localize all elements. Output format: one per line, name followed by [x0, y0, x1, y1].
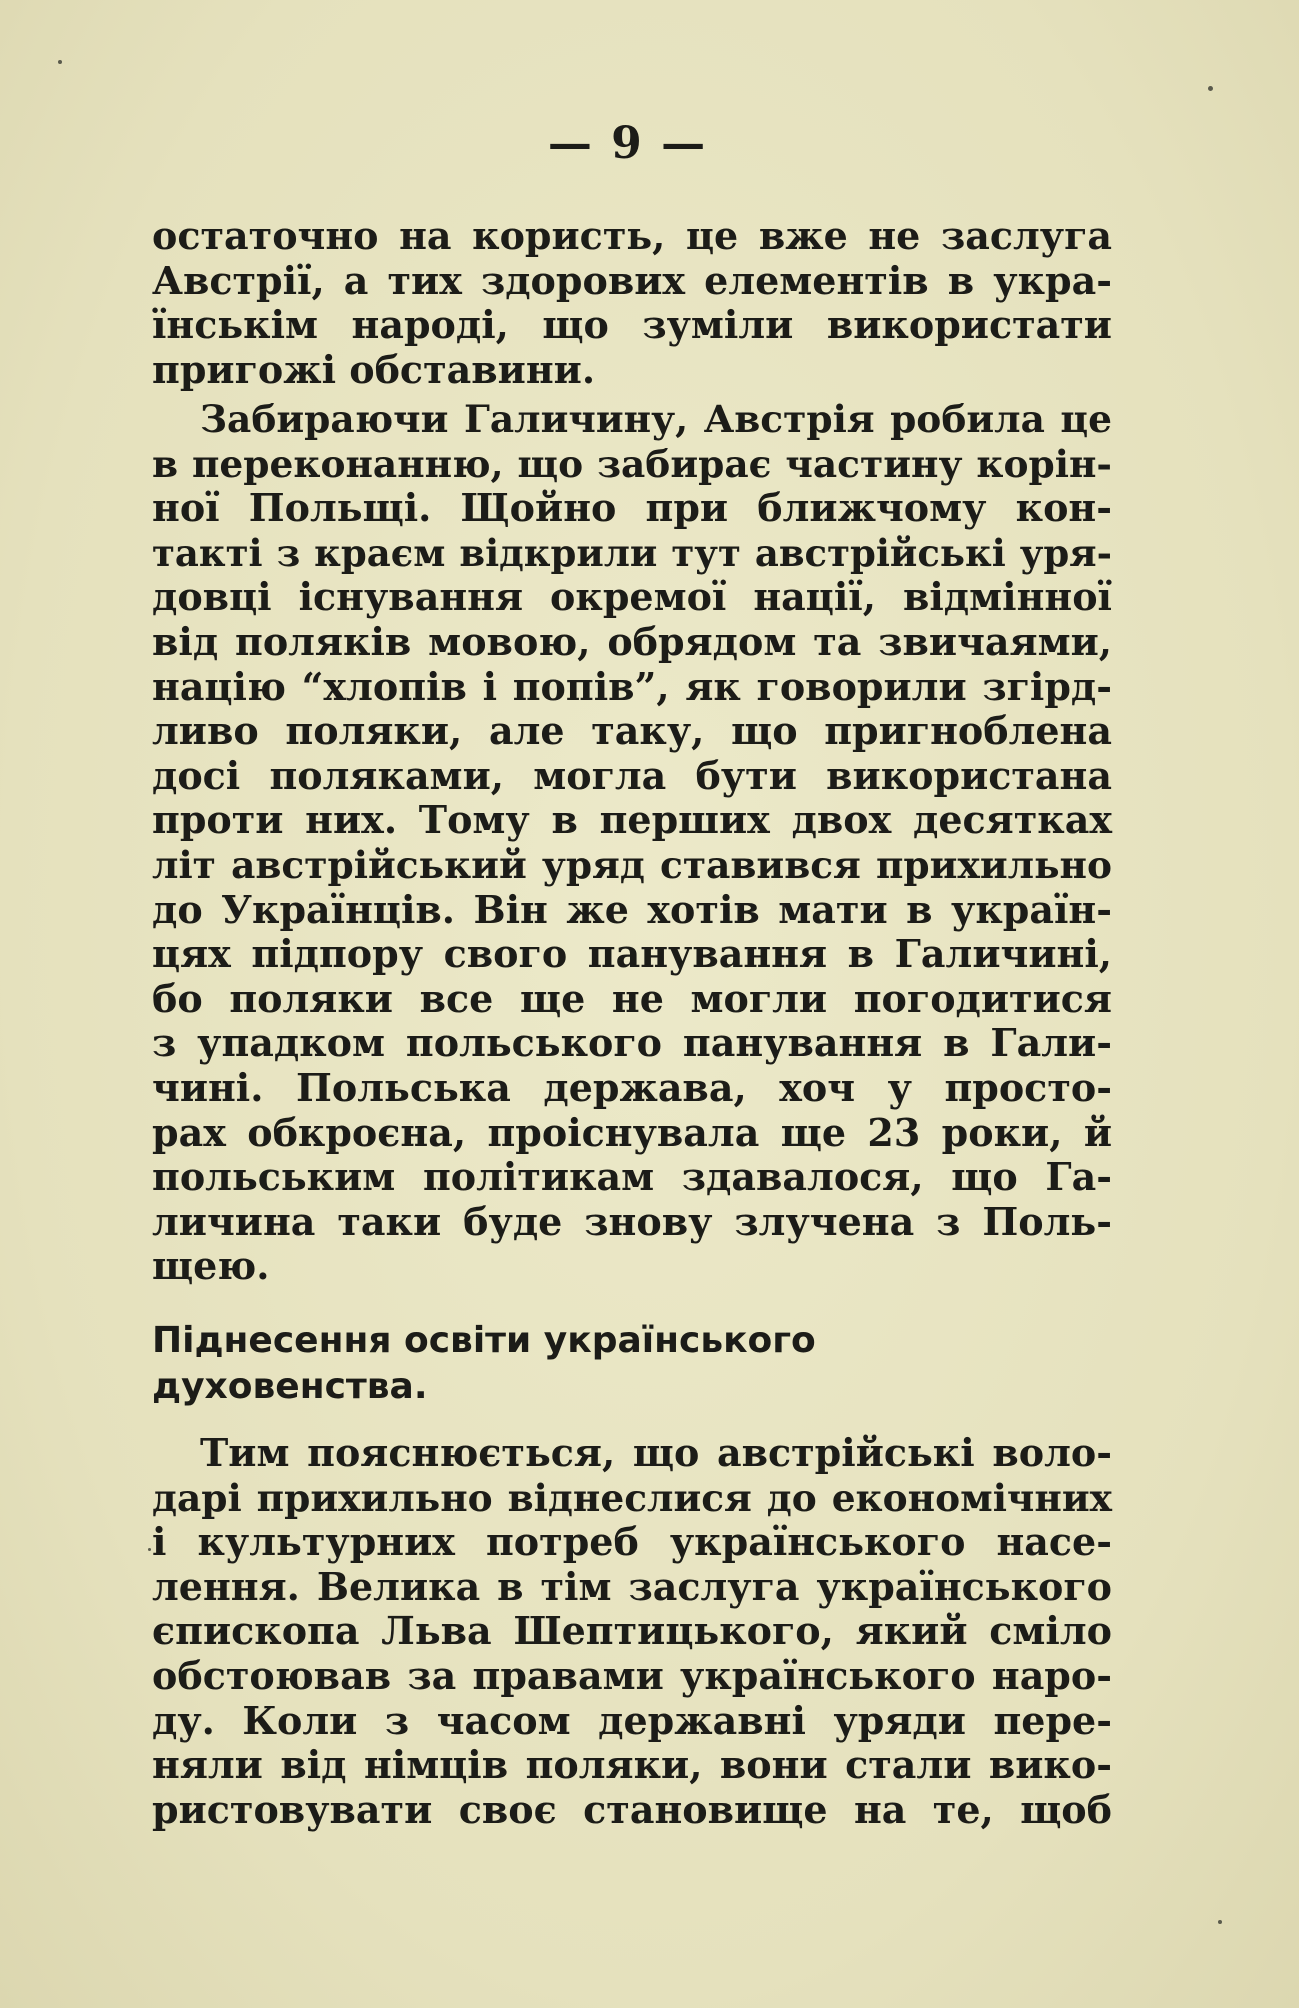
text-line: няли від німців поляки, вони стали вико-: [152, 1742, 1112, 1788]
text-line: рах обкроєна, проіснувала ще 23 роки, й: [152, 1109, 1112, 1155]
heading-line: духовенства.: [152, 1366, 428, 1407]
text-line: Австрії, а тих здорових елементів в укра-: [152, 257, 1112, 303]
paper-speck: [148, 1548, 151, 1551]
text-line: бо поляки все ще не могли погодитися: [152, 975, 1112, 1021]
text-line: лення. Велика в тім заслуга українського: [152, 1563, 1112, 1609]
text-line: личина таки буде знову злучена з Поль-: [152, 1198, 1112, 1244]
text-line: від поляків мовою, обрядом та звичаями,: [152, 618, 1112, 664]
text-line: Тим пояснюється, що австрійські воло-: [200, 1430, 1112, 1475]
text-line: польським політикам здавалося, що Га-: [152, 1154, 1112, 1200]
text-line: до Українців. Він же хотів мати в україн-: [152, 886, 1112, 932]
text-line: щею.: [152, 1243, 270, 1289]
text-line: їнськім народі, що зуміли використати: [152, 302, 1112, 348]
text-line: пригожі обставини.: [152, 346, 596, 392]
text-line: єпископа Льва Шептицького, який сміло: [152, 1608, 1112, 1654]
page-number: — 9 —: [547, 118, 708, 169]
text-line: цях підпору свого панування в Галичині,: [152, 931, 1112, 977]
text-line: ристовувати своє становище на те, щоб: [152, 1786, 1112, 1832]
text-line: Забираючи Галичину, Австрія робила це: [200, 397, 1112, 441]
text-line: ної Польщі. Щойно при ближчому кон-: [152, 485, 1112, 531]
text-line: дарі прихильно віднеслися до економічних: [152, 1475, 1112, 1520]
heading-line: Піднесення освіти українського: [152, 1320, 816, 1361]
paper-speck: [1208, 86, 1213, 91]
text-line: такті з краєм відкрили тут австрійські уря-: [152, 530, 1112, 575]
text-line: в переконанню, що забирає частину корін-: [152, 441, 1112, 486]
text-line: і культурних потреб українського насе-: [152, 1519, 1112, 1565]
text-line: довці існування окремої нації, відмінної: [152, 574, 1112, 620]
text-line: остаточно на користь, це вже не заслуга: [152, 213, 1112, 258]
text-line: ду. Коли з часом державні уряди пере-: [152, 1697, 1112, 1743]
paragraph-2: [152, 397, 1112, 1289]
paper-speck: [58, 60, 62, 64]
text-line: чині. Польська держава, хоч у просто-: [152, 1064, 1112, 1110]
text-line: ливо поляки, але таку, що пригноблена: [152, 708, 1112, 754]
paragraph-1: [152, 214, 1112, 392]
paragraph-3: [152, 1431, 1112, 1832]
section-heading: [152, 1318, 1112, 1410]
text-line: досі поляками, могла бути використана: [152, 752, 1112, 798]
text-line: з упадком польського панування в Гали-: [152, 1020, 1112, 1066]
paper-speck: [1218, 1920, 1222, 1924]
text-line: проти них. Тому в перших двох десятках: [152, 797, 1112, 843]
text-line: націю “хлопів і попів”, як говорили згірд-: [152, 663, 1112, 709]
text-line: обстоював за правами українського наро-: [152, 1652, 1112, 1698]
text-line: літ австрійський уряд ставився прихильно: [152, 842, 1112, 887]
